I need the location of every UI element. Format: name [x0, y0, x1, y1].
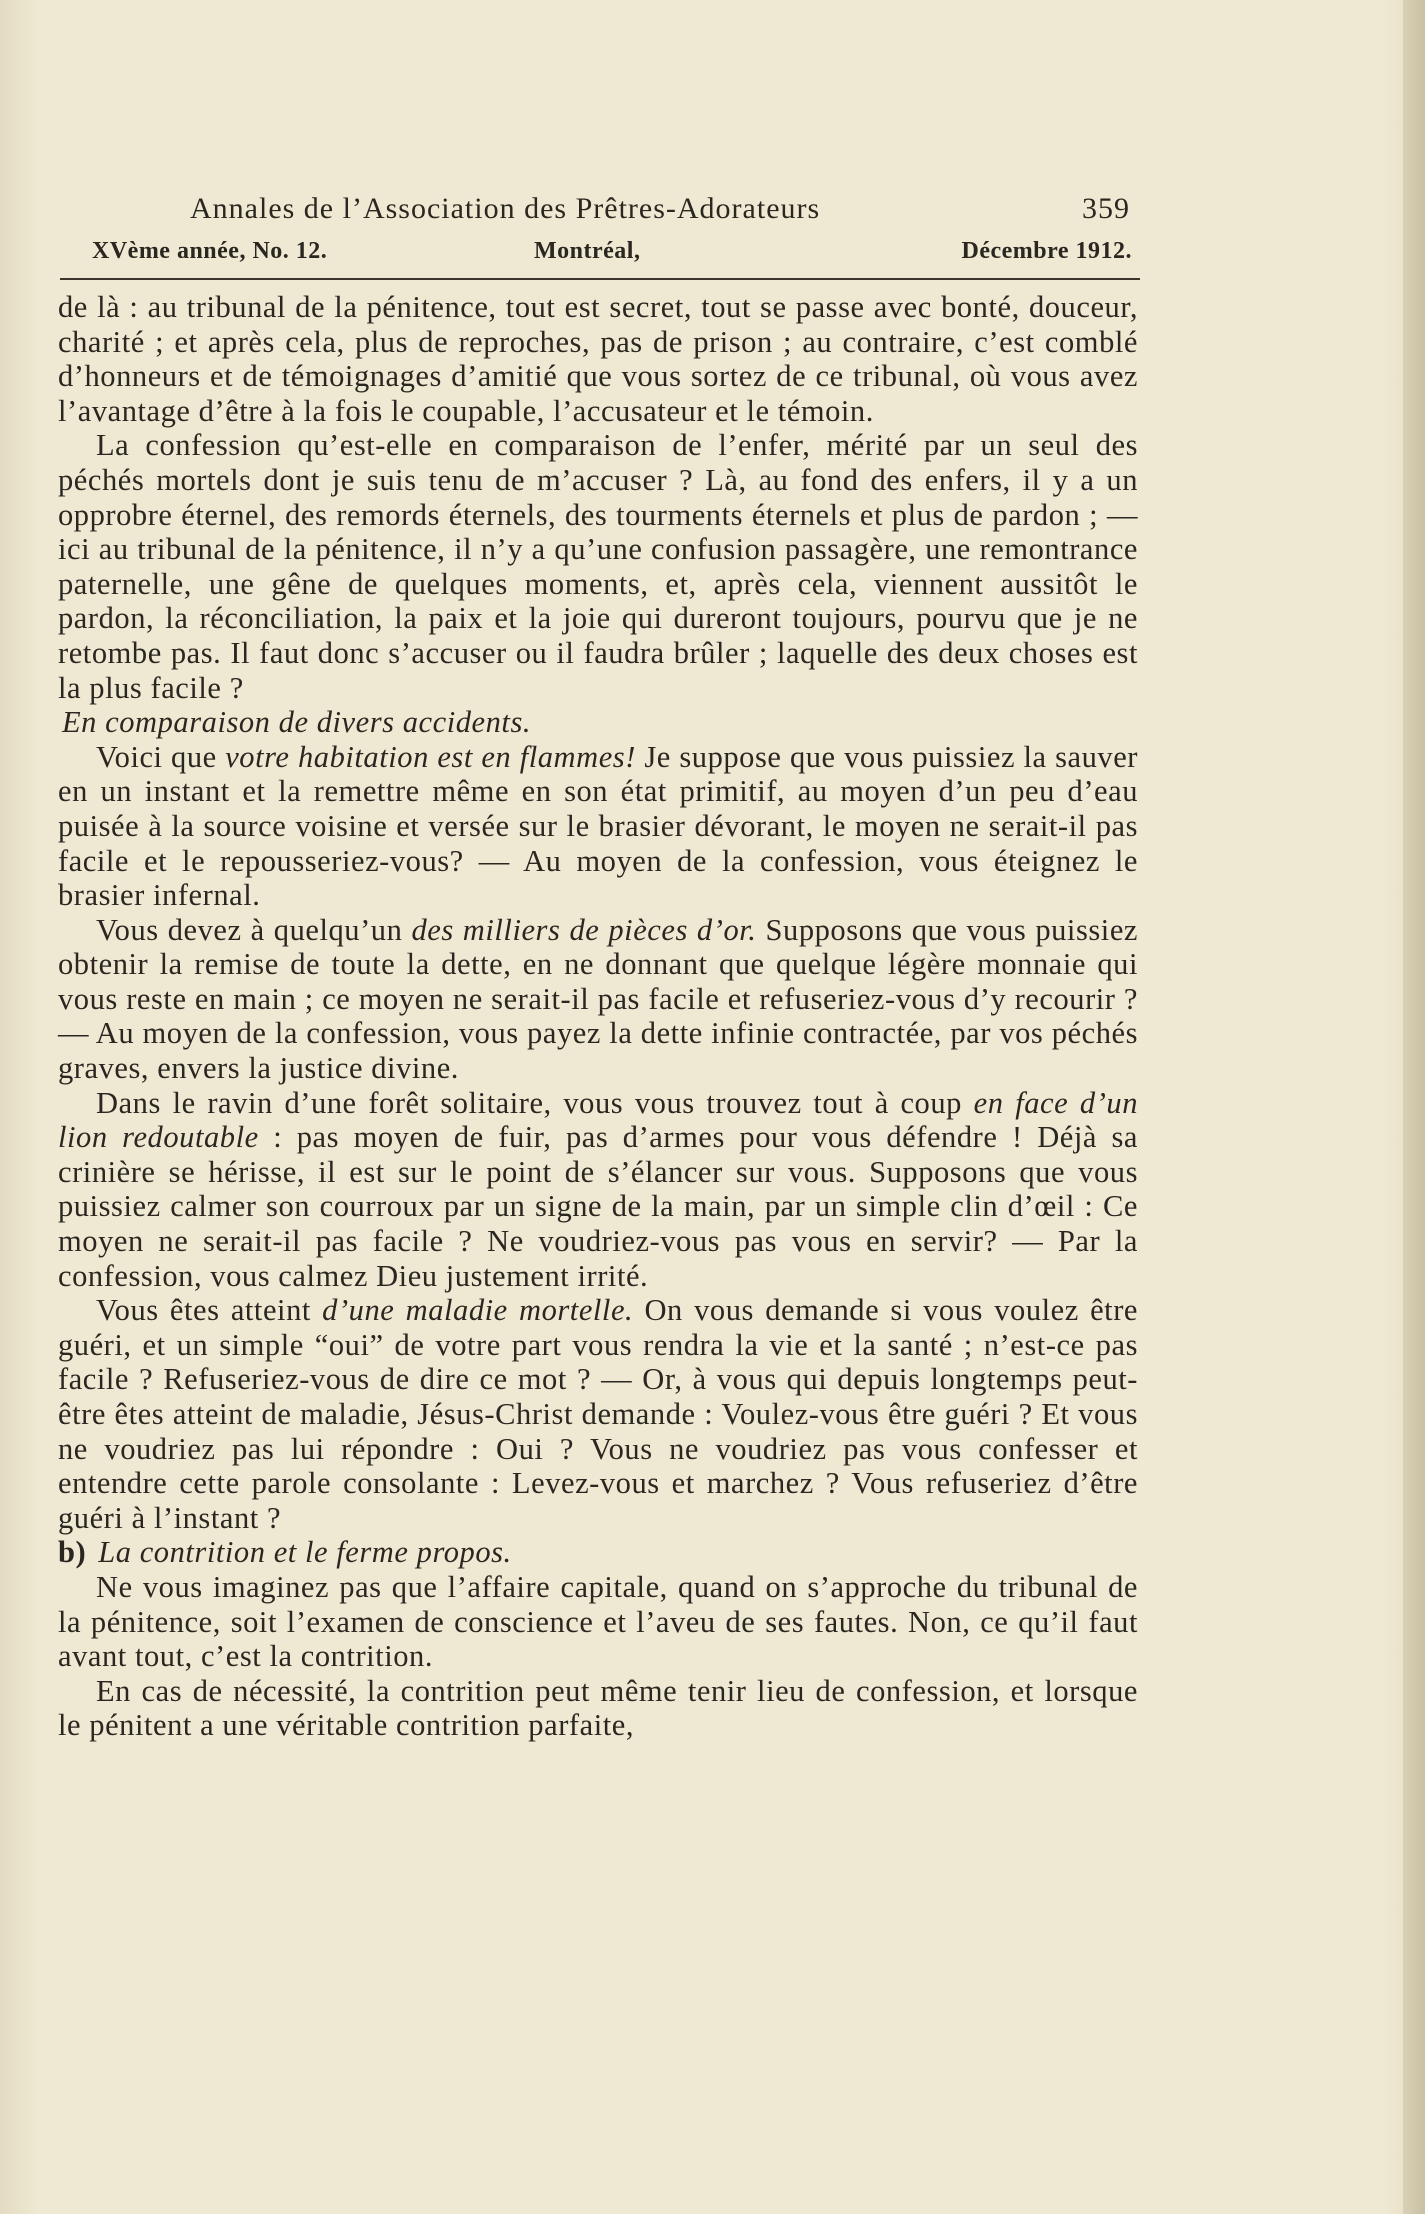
subheading	[58, 1535, 1138, 1570]
paragraph	[58, 1293, 1138, 1535]
volume-number: XVème année, No. 12.	[92, 238, 328, 264]
paragraph	[58, 1086, 1138, 1294]
paragraph-text: Vous êtes atteint	[96, 1293, 323, 1328]
paragraph-text: Vous devez à quelqu’un	[96, 912, 412, 947]
paragraph-text: On vous demande si vous voulez être guéri, et un simple “oui” de votre part vous rendra la vie et la santé ; n’est-ce pas facile ? Refuseriez-vous de dire ce mot ? — Or, à vous qui depuis longtemps peut-être êtes atteint de maladie, Jésus-Christ demande : Voulez-vous être guéri ? Et vous ne voudriez pas lui répondre : Oui ? Vous ne voudriez pas vous confesser et entendre cette parole consolante : Levez-vous et marchez ? Vous refuseriez d’être guéri à l’instant ?	[58, 1293, 1138, 1535]
paragraph-text: Dans le ravin d’une forêt solitaire, vous vous trouvez tout à coup	[96, 1085, 974, 1120]
page-number: 359	[1082, 192, 1130, 225]
paragraph-text: Je suppose que vous puissiez la sauver en un instant et la remettre même en son état primitif, au moyen d’un peu d’eau puisée à la source voisine et versée sur le brasier dévorant, le moyen ne serait-il pas facile et le repousseriez-vous? — Au moyen de la confession, vous éteignez le brasier infernal.	[58, 739, 1138, 913]
paragraph	[58, 913, 1138, 1086]
emphasis: en face d’un lion redoutable	[58, 1085, 1138, 1155]
subheading-text: La contrition et le ferme propos.	[98, 1535, 512, 1570]
paragraph: La confession qu’est-elle en comparaison de l’enfer, mérité par un seul des péchés mortels dont je suis tenu de m’accuser ? Là, au fond des enfers, il y a un opprobre éternel, des remords éternels, des tourments éternels et plus de pardon ; — ici au tribunal de la pénitence, il n’y a qu’une confusion passagère, une remontrance paternelle, une gêne de quelques moments, et, après cela, viennent aussitôt le pardon, la réconciliation, la paix et la joie qui dureront toujours, pourvu que je ne retombe pas. Il faut donc s’accuser ou il faudra brûler ; laquelle des deux choses est la plus facile ?	[58, 428, 1138, 705]
paragraph-text: : pas moyen de fuir, pas d’armes pour vous défendre ! Déjà sa crinière se hérisse, il est sur le point de s’élancer sur vous. Supposons que vous puissiez calmer son courroux par un signe de la main, par un simple clin d’œil : Ce moyen ne serait-il pas facile ? Ne voudriez-vous pas vous en servir? — Par la confession, vous calmez Dieu justement irrité.	[58, 1120, 1138, 1293]
issue-date: Décembre 1912.	[961, 238, 1132, 264]
paragraph-text: Supposons que vous puissiez obtenir la remise de toute la dette, en ne donnant que quelque légère monnaie qui vous reste en main ; ce moyen ne serait-il pas facile et refuseriez-vous d’y recourir ? — Au moyen de la confession, vous payez la dette infinie contractée, par vos péchés graves, envers la justice divine.	[58, 912, 1138, 1086]
emphasis: votre habitation est en flammes!	[225, 739, 636, 774]
emphasis: d’une maladie mortelle.	[322, 1293, 634, 1328]
paragraph: de là : au tribunal de la pénitence, tout est secret, tout se passe avec bonté, douceur, charité ; et après cela, plus de reproches, pas de prison ; au contraire, c’est comblé d’honneurs et de témoignages d’amitié que vous sortez de ce tribunal, où vous avez l’avantage d’être à la fois le coupable, l’accusateur et le témoin.	[58, 290, 1138, 428]
paragraph	[58, 740, 1138, 913]
subheading-letter: b)	[58, 1535, 87, 1570]
running-header	[190, 192, 1130, 236]
section-heading: En comparaison de divers accidents.	[62, 705, 532, 740]
paragraph: En cas de nécessité, la contrition peut même tenir lieu de confession, et lorsque le pénitent a une véritable contrition parfaite,	[58, 1673, 1138, 1743]
paragraph-text: Voici que	[96, 739, 226, 774]
place: Montréal,	[534, 238, 641, 264]
emphasis: des milliers de pièces d’or.	[411, 912, 757, 947]
journal-title: Annales de l’Association des Prêtres-Adorateurs	[190, 192, 821, 225]
paragraph: Ne vous imaginez pas que l’affaire capitale, quand on s’approche du tribunal de la pénitence, soit l’examen de conscience et l’aveu de ses fautes. Non, ce qu’il faut avant tout, c’est la contrition.	[58, 1569, 1138, 1674]
issue-line	[92, 238, 1132, 276]
article-body	[58, 290, 1138, 1743]
header-rule	[60, 278, 1140, 280]
book-spine-edge	[1403, 0, 1425, 2214]
